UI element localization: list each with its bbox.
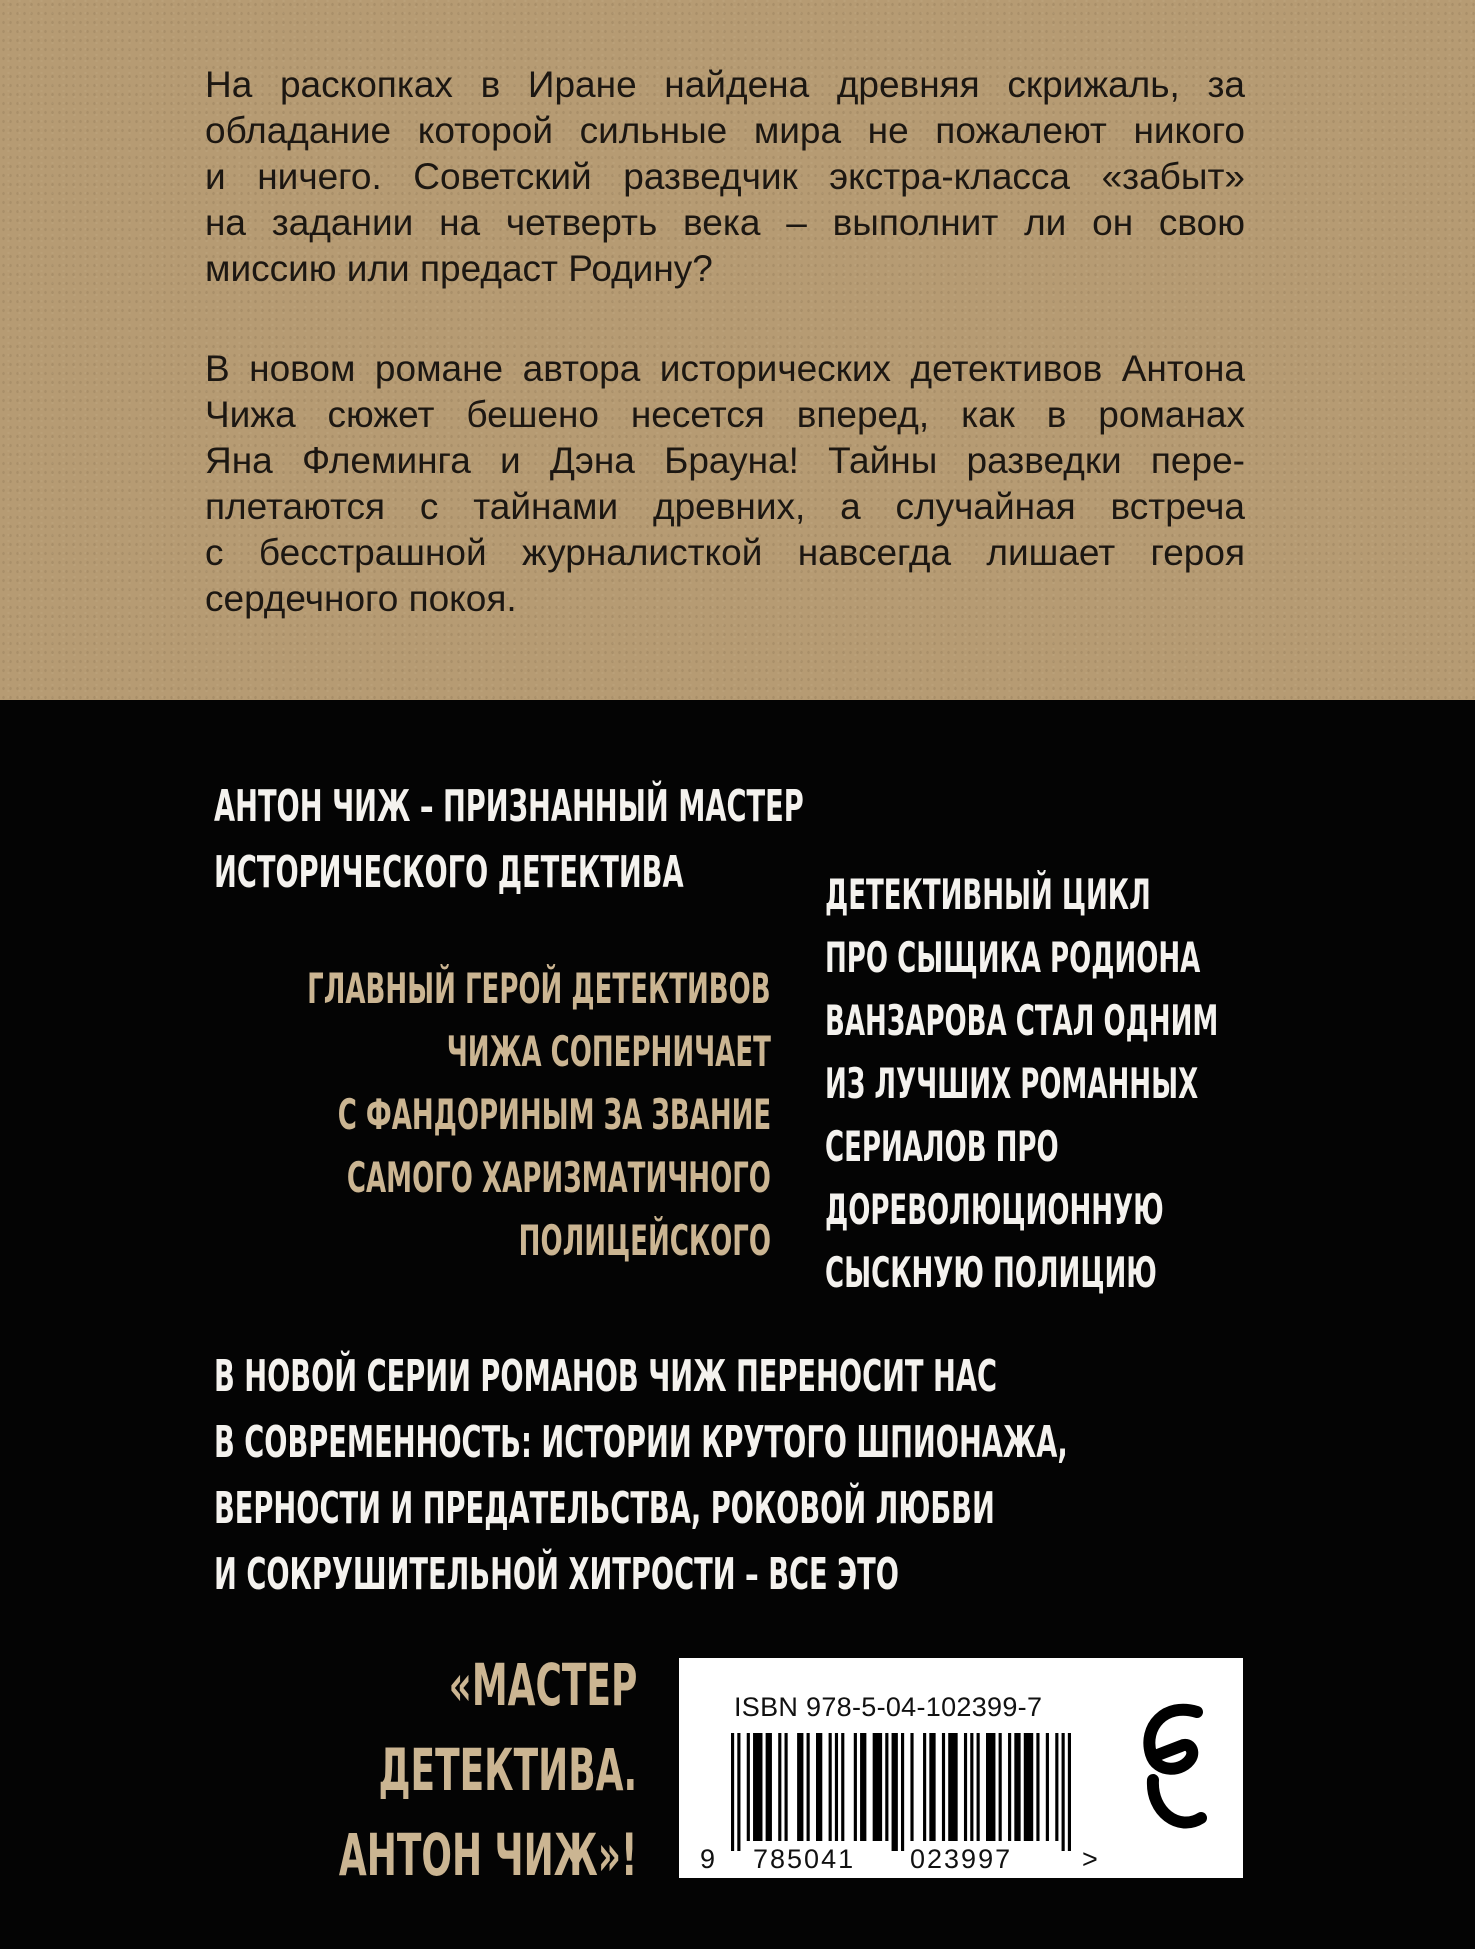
quote-line: ДЕТЕКТИВА. <box>378 1736 637 1804</box>
barcode-bar <box>854 1733 857 1841</box>
series-text-line: ВЕРНОСТИ И ПРЕДАТЕЛЬСТВА, РОКОВОЙ ЛЮБВИ <box>214 1483 995 1534</box>
barcode-bar <box>970 1733 973 1841</box>
barcode-bar <box>816 1733 822 1841</box>
barcode-bar <box>910 1733 913 1841</box>
headline-line: АНТОН ЧИЖ – ПРИЗНАННЫЙ МАСТЕР <box>214 781 804 832</box>
blurb-line: на задании на четверть века – выполнит ли он свою <box>205 202 1245 243</box>
barcode-bar <box>923 1733 926 1841</box>
barcode-bar <box>1024 1733 1033 1841</box>
right-column-line: ВАНЗАРОВА СТАЛ ОДНИМ <box>825 996 1219 1045</box>
barcode-bar <box>1036 1733 1039 1841</box>
right-column-line: СЕРИАЛОВ ПРО <box>825 1122 1059 1171</box>
barcode-bar <box>747 1733 750 1841</box>
barcode-bar <box>964 1733 967 1841</box>
blurb-line: В новом романе автора исторических детективов Антона <box>205 348 1245 389</box>
blurb-line: и ничего. Советский разведчик экстра-класса «забыт» <box>205 156 1245 197</box>
series-text-line: В СОВРЕМЕННОСТЬ: ИСТОРИИ КРУТОГО ШПИОНАЖА, <box>214 1417 1068 1468</box>
barcode-bar <box>785 1733 788 1841</box>
barcode-digit-lead: 9 <box>700 1844 716 1874</box>
barcode-bar <box>807 1733 810 1841</box>
quote-line: «МАСТЕР <box>448 1651 637 1719</box>
left-column-line: ГЛАВНЫЙ ГЕРОЙ ДЕТЕКТИВОВ <box>307 964 771 1013</box>
isbn-label: ISBN 978-5-04-102399-7 <box>734 1692 1043 1722</box>
blurb-line: миссию или предаст Родину? <box>205 248 713 289</box>
right-column-line: ИЗ ЛУЧШИХ РОМАННЫХ <box>825 1059 1199 1108</box>
barcode-quiet-mark: > <box>1082 1844 1098 1874</box>
right-column-line: ПРО СЫЩИКА РОДИОНА <box>825 933 1201 982</box>
left-column-line: САМОГО ХАРИЗМАТИЧНОГО <box>346 1153 771 1202</box>
barcode-bar <box>829 1733 832 1841</box>
blurb-line: обладание которой сильные мира не пожалеют никого <box>205 110 1245 151</box>
barcode-bar <box>1008 1733 1011 1841</box>
barcode-bar <box>986 1733 995 1841</box>
left-column-line: ПОЛИЦЕЙСКОГО <box>518 1216 771 1265</box>
barcode-bar <box>835 1733 838 1841</box>
barcode <box>731 1733 1071 1851</box>
blurb-line: плетаются с тайнами древних, а случайная встреча <box>205 486 1245 527</box>
barcode-bar <box>901 1733 904 1851</box>
blurb-paragraph-1 <box>205 62 1245 292</box>
blurb-line: Яна Флеминга и Дэна Брауна! Тайны разведки пере- <box>205 440 1245 481</box>
barcode-bar <box>797 1733 803 1841</box>
barcode-bar <box>860 1733 866 1841</box>
barcode-bar <box>778 1733 781 1841</box>
barcode-bar <box>766 1733 772 1841</box>
barcode-digits-group-2: 023997 <box>910 1844 1013 1874</box>
barcode-bar <box>1055 1733 1058 1841</box>
barcode-bar <box>1014 1733 1020 1841</box>
quote-line: АНТОН ЧИЖ»! <box>338 1821 637 1889</box>
barcode-bar <box>731 1733 734 1851</box>
barcode-bar <box>1062 1733 1065 1851</box>
barcode-bar <box>942 1733 945 1841</box>
barcode-bar <box>1068 1733 1071 1851</box>
right-column-line: ДЕТЕКТИВНЫЙ ЦИКЛ <box>825 870 1151 919</box>
barcode-bar <box>977 1733 980 1841</box>
barcode-bar <box>737 1733 740 1851</box>
blurb-line: сердечного покоя. <box>205 578 517 619</box>
barcode-bar <box>873 1733 882 1841</box>
series-text-line: И СОКРУШИТЕЛЬНОЙ ХИТРОСТИ – ВСЕ ЭТО <box>214 1549 899 1600</box>
series-text-line: В НОВОЙ СЕРИИ РОМАНОВ ЧИЖ ПЕРЕНОСИТ НАС <box>214 1351 998 1402</box>
right-column-line: ДОРЕВОЛЮЦИОННУЮ <box>825 1185 1164 1234</box>
blurb-line: с бесстрашной журналисткой навсегда лишает героя <box>205 532 1245 573</box>
barcode-bar <box>892 1733 898 1851</box>
barcode-bar <box>753 1733 762 1841</box>
blurb-paragraph-2 <box>205 346 1245 622</box>
barcode-bar <box>999 1733 1002 1841</box>
barcode-bar <box>929 1733 935 1841</box>
left-column-line: ЧИЖА СОПЕРНИЧАЕТ <box>446 1027 771 1076</box>
right-column-line: СЫСКНУЮ ПОЛИЦИЮ <box>825 1248 1157 1297</box>
barcode-bar <box>1046 1733 1049 1841</box>
publisher-logo-icon <box>1135 1692 1215 1842</box>
barcode-bar <box>948 1733 957 1841</box>
barcode-bar <box>885 1733 888 1841</box>
left-column-line: С ФАНДОРИНЫМ ЗА ЗВАНИЕ <box>337 1090 771 1139</box>
blurb-line: На раскопках в Иране найдена древняя скрижаль, за <box>205 64 1245 105</box>
blurb-line: Чижа сюжет бешено несется вперед, как в романах <box>205 394 1245 435</box>
headline-line: ИСТОРИЧЕСКОГО ДЕТЕКТИВА <box>214 847 684 898</box>
barcode-bar <box>841 1733 844 1841</box>
barcode-digits-group-1: 785041 <box>753 1844 856 1874</box>
